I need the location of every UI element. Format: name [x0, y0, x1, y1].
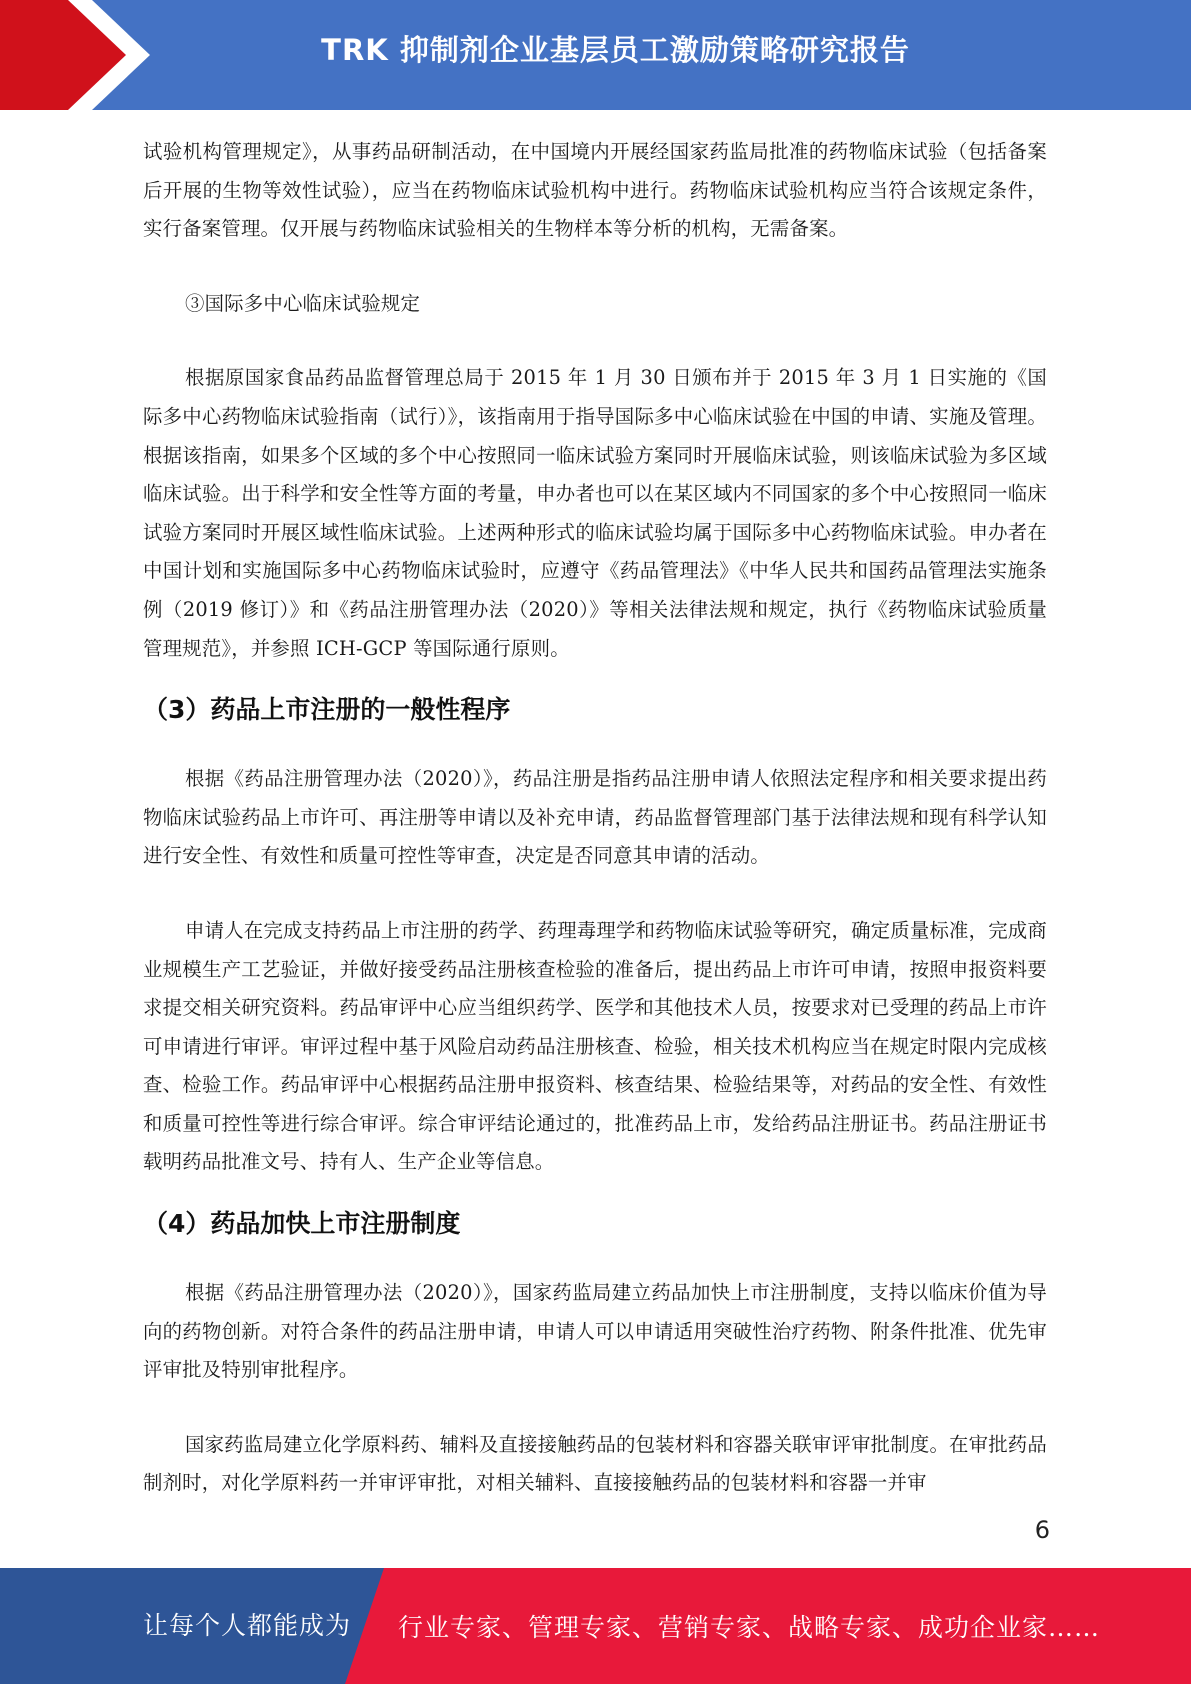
page-content: [143, 133, 1047, 1503]
page-footer: [0, 1568, 1191, 1684]
footer-slogan: 让每个人都能成为: [143, 1611, 352, 1640]
section-heading: （4）药品加快上市注册制度: [143, 1209, 461, 1239]
paragraph: 根据原国家食品药品监督管理总局于 2015 年 1 月 30 日颁布并于 2015 年 3 月 1 日实施的《国际多中心药物临床试验指南（试行）》，该指南用于指导国际多中心临床试验在中国的申请、实施及管理。根据该指南，如果多个区域的多个中心按照同一临床试验方案同时开展临床试验，则该临床试验为多区域临床试验。出于科学和安全性等方面的考量，申办者也可以在某区域内不同国家的多个中心按照同一临床试验方案同时开展区域性临床试验。上述两种形式的临床试验均属于国际多中心药物临床试验。申办者在中国计划和实施国际多中心药物临床试验时，应遵守《药品管理法》《中华人民共和国药品管理法实施条例（2019 修订）》和《药品注册管理办法（2020）》等相关法律法规和规定，执行《药物临床试验质量管理规范》，并参照 ICH-GCP 等国际通行原则。: [143, 366, 1047, 660]
subsection-label: ③国际多中心临床试验规定: [185, 291, 421, 315]
paragraph: 申请人在完成支持药品上市注册的药学、药理毒理学和药物临床试验等研究，确定质量标准，完成商业规模生产工艺验证，并做好接受药品注册核查检验的准备后，提出药品上市许可申请，按照申报资料要求提交相关研究资料。药品审评中心应当组织药学、医学和其他技术人员，按要求对已受理的药品上市许可申请进行审评。审评过程中基于风险启动药品注册核查、检验，相关技术机构应当在规定时限内完成核查、检验工作。药品审评中心根据药品注册申报资料、核查结果、检验结果等，对药品的安全性、有效性和质量可控性等进行综合审评。综合审评结论通过的，批准药品上市，发给药品注册证书。药品注册证书载明药品批准文号、持有人、生产企业等信息。: [143, 918, 1047, 1174]
paragraph: 根据《药品注册管理办法（2020）》，国家药监局建立药品加快上市注册制度，支持以临床价值为导向的药物创新。对符合条件的药品注册申请，申请人可以申请适用突破性治疗药物、附条件批准、优先审评审批及特别审批程序。: [143, 1281, 1047, 1382]
page-header: [0, 0, 1191, 110]
report-title: TRK 抑制剂企业基层员工激励策略研究报告: [321, 33, 910, 67]
page-number: 6: [1034, 1516, 1050, 1544]
section-heading: （3）药品上市注册的一般性程序: [143, 695, 511, 725]
footer-roles: 行业专家、管理专家、营销专家、战略专家、成功企业家……: [398, 1613, 1101, 1642]
paragraph: 根据《药品注册管理办法（2020）》，药品注册是指药品注册申请人依照法定程序和相关要求提出药物临床试验药品上市许可、再注册等申请以及补充申请，药品监督管理部门基于法律法规和现有科学认知进行安全性、有效性和质量可控性等审查，决定是否同意其申请的活动。: [143, 767, 1047, 868]
paragraph: 试验机构管理规定》，从事药品研制活动，在中国境内开展经国家药监局批准的药物临床试验（包括备案后开展的生物等效性试验），应当在药物临床试验机构中进行。药物临床试验机构应当符合该规定条件，实行备案管理。仅开展与药物临床试验相关的生物样本等分析的机构，无需备案。: [143, 140, 1047, 241]
paragraph: 国家药监局建立化学原料药、辅料及直接接触药品的包装材料和容器关联审评审批制度。在审批药品制剂时，对化学原料药一并审评审批，对相关辅料、直接接触药品的包装材料和容器一并审: [143, 1432, 1047, 1495]
